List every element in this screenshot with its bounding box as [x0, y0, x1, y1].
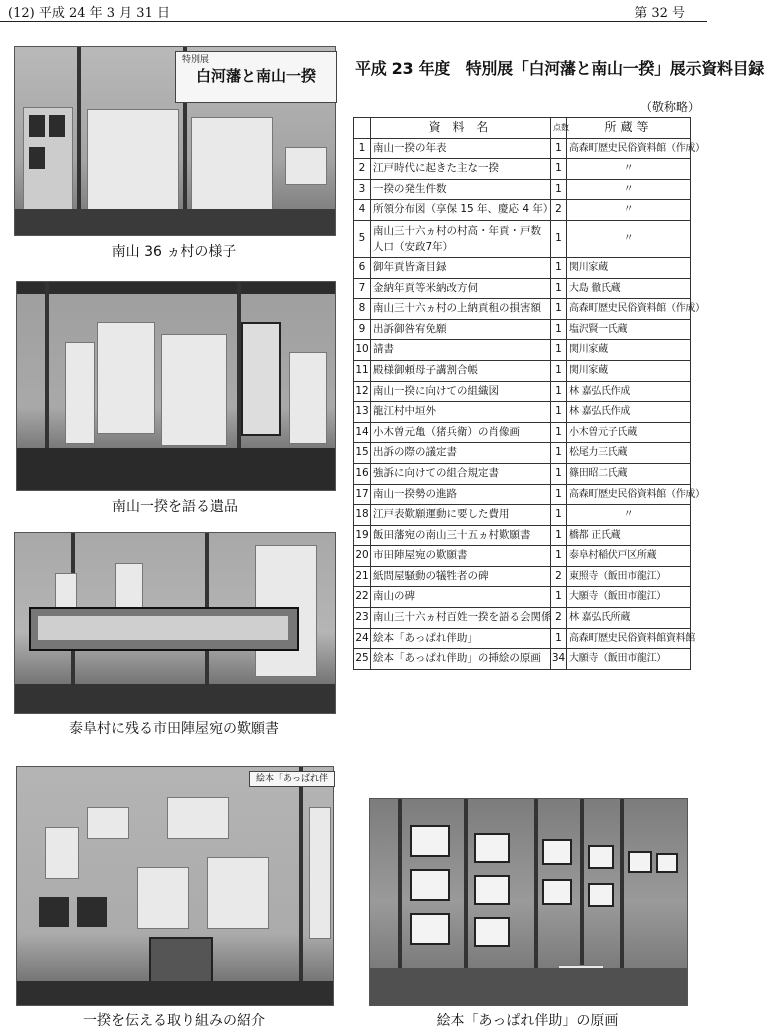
- col-header-qty: 点数: [551, 118, 567, 139]
- photo-caption: 泰阜村に残る市田陣屋宛の歎願書: [69, 721, 279, 737]
- table-row: 4 所領分布図（享保 15 年、慶応 4 年） 2 〃: [354, 200, 691, 221]
- table-row: 22 南山の碑 1 大願寺（飯田市龍江）: [354, 587, 691, 608]
- table-row: 14 小木曽元亀（猪兵衛）の肖像画 1 小木曽元子氏蔵: [354, 422, 691, 443]
- photo-petition: [14, 532, 336, 714]
- table-row: 20 市田陣屋宛の歎願書 1 泰阜村稲伏戸区所蔵: [354, 546, 691, 567]
- exhibit-sign: 特別展 白河藩と南山一揆: [175, 51, 337, 103]
- table-row: 5 南山三十六ヵ村の村高・年貢・戸数人口（安政7年） 1 〃: [354, 220, 691, 257]
- table-row: 7 金納年貢等米納改方伺 1 大島 徹氏蔵: [354, 278, 691, 299]
- table-row: 13 龍江村中垣外 1 林 嘉弘氏作成: [354, 402, 691, 423]
- honorifics-note: （敬称略）: [640, 100, 701, 114]
- photo-introduction: [16, 766, 334, 1006]
- photo-nanzan-villages: [14, 46, 336, 236]
- table-row: 16 強訴に向けての組合規定書 1 篠田昭二氏蔵: [354, 463, 691, 484]
- table-row: 8 南山三十六ヵ村の上納貢租の損害額 1 高森町歴史民俗資料館（作成）: [354, 299, 691, 320]
- table-row: 3 一揆の発生件数 1 〃: [354, 179, 691, 200]
- table-row: 9 出訴御咎宥免願 1 塩沢賢一氏蔵: [354, 319, 691, 340]
- table-header-row: [354, 118, 691, 139]
- table-row: 19 飯田藩宛の南山三十五ヵ村歎願書 1 橋都 正氏蔵: [354, 525, 691, 546]
- table-row: 21 紙問屋騒動の犠牲者の碑 2 東照寺（飯田市龍江）: [354, 566, 691, 587]
- table-row: 1 南山一揆の年表 1 高森町歴史民俗資料館（作成）: [354, 138, 691, 159]
- photo-original-drawings: [369, 798, 688, 1006]
- table-row: 12 南山一揆に向けての組織図 1 林 嘉弘氏作成: [354, 381, 691, 402]
- picture-book-sign: 絵本「あっぱれ伴: [249, 771, 335, 787]
- table-row: 6 御年貢皆斎目録 1 関川家蔵: [354, 257, 691, 278]
- exhibit-catalog-table: [353, 117, 705, 670]
- table-row: 24 絵本「あっぱれ伴助」 1 高森町歴史民俗資料館資料館: [354, 628, 691, 649]
- col-header-owner: 所蔵等: [567, 118, 691, 139]
- table-row: 18 江戸表歎願運動に要した費用 1 〃: [354, 505, 691, 526]
- catalog-title: 平成 23 年度 特別展「白河藩と南山一揆」展示資料目録: [355, 59, 764, 78]
- photo-caption: 絵本「あっぱれ伴助」の原画: [436, 1013, 619, 1029]
- table-row: 15 出訴の際の議定書 1 松尾力三氏蔵: [354, 443, 691, 464]
- photo-caption: 一揆を伝える取り組みの紹介: [83, 1013, 265, 1029]
- col-header-no: [354, 118, 371, 139]
- photo-caption: 南山 36 ヵ村の様子: [111, 244, 237, 260]
- col-header-name: 資 料 名: [371, 118, 551, 139]
- table-row: 10 請書 1 関川家蔵: [354, 340, 691, 361]
- table-row: 25 絵本「あっぱれ伴助」の挿絵の原画 34 大願寺（飯田市龍江）: [354, 649, 691, 670]
- photo-relics: [16, 281, 336, 491]
- issue-number: 第 32 号: [634, 6, 685, 21]
- table-row: 11 殿様御頼母子講割合帳 1 関川家蔵: [354, 360, 691, 381]
- table-row: 23 南山三十六ヵ村百姓一揆を語る会関係 2 林 嘉弘氏所蔵: [354, 608, 691, 629]
- header-rule: [0, 21, 707, 22]
- page-number-date: (12) 平成 24 年 3 月 31 日: [8, 6, 170, 21]
- table-row: 17 南山一揆勢の進路 1 高森町歴史民俗資料館（作成）: [354, 484, 691, 505]
- photo-caption: 南山一揆を語る遺品: [112, 499, 238, 515]
- table-row: 2 江戸時代に起きた主な一揆 1 〃: [354, 159, 691, 180]
